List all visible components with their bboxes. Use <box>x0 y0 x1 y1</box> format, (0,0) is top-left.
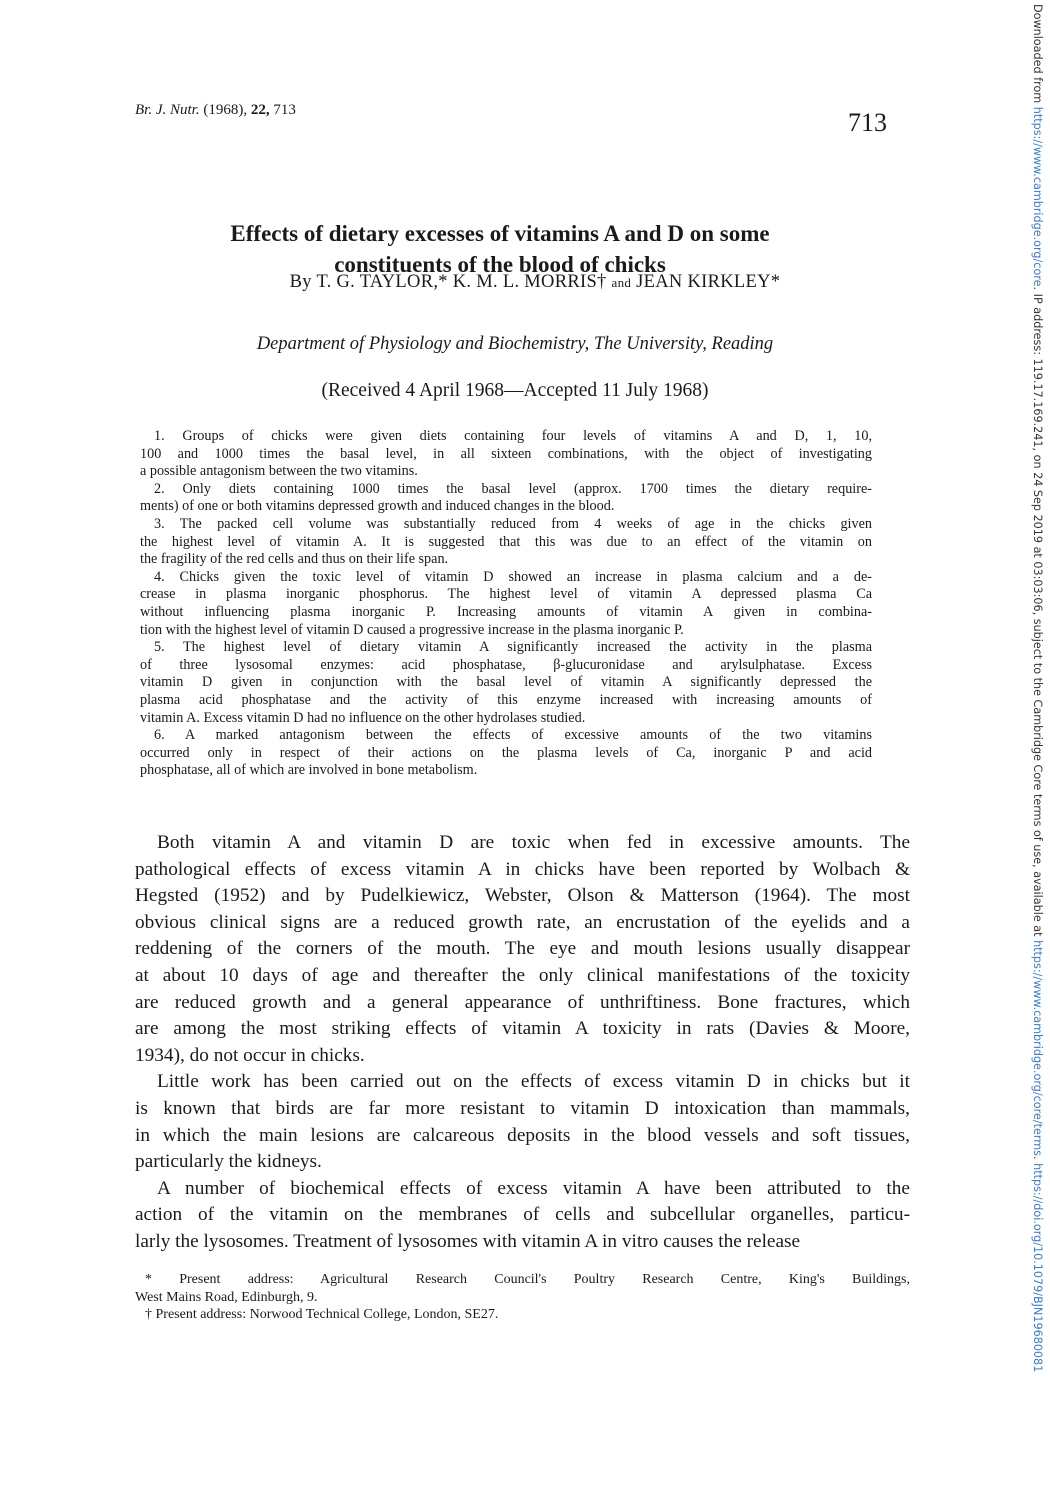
and-label: and <box>611 275 632 290</box>
text-line: occurred only in respect of their actions on the plasma levels of Ca, inorganic P and acid <box>140 744 872 761</box>
author: K. M. L. MORRIS† <box>452 272 607 292</box>
text-line: 3. The packed cell volume was substantially reduced from 4 weeks of age in the chicks given <box>154 515 872 532</box>
journal-year: (1968), <box>203 102 248 118</box>
notice-text: . <box>1031 1156 1044 1164</box>
text-line: tion with the highest level of vitamin D caused a progressive increase in the plasma inorganic P. <box>140 621 684 638</box>
footnote <box>135 1306 910 1324</box>
abstract-item <box>140 428 872 481</box>
text-line: are reduced growth and a general appearance of unthriftiness. Bone fractures, which <box>135 991 910 1013</box>
text-line: without influencing plasma inorganic P. Increasing amounts of vitamin A given in combina- <box>140 603 872 620</box>
doi-link[interactable]: https://doi.org/10.1079/BJN19680081 <box>1031 1163 1044 1373</box>
text-line: 2. Only diets containing 1000 times the basal level (approx. 1700 times the dietary require- <box>154 480 872 497</box>
text-line: 6. A marked antagonism between the effects of excessive amounts of the two vitamins <box>154 727 872 744</box>
abstract-item <box>140 727 872 780</box>
body-text <box>135 830 910 1256</box>
text-line: a possible antagonism between the two vitamins. <box>140 463 418 480</box>
text-line: * Present address: Agricultural Research Council's Poultry Research Centre, King's Buildings, <box>145 1272 910 1287</box>
page-number: 713 <box>848 108 887 137</box>
text-line: ments) of one or both vitamins depressed growth and induced changes in the blood. <box>140 498 615 515</box>
text-line: reddening of the corners of the mouth. The eye and mouth lesions usually disappear <box>135 938 910 960</box>
text-line: 1. Groups of chicks were given diets containing four levels of vitamins A and D, 1, 10, <box>154 428 872 444</box>
abstract-item <box>140 516 872 569</box>
title-line: constituents of the blood of chicks <box>334 252 666 277</box>
text-line: of three lysosomal enzymes: acid phosphatase, β-glucuronidase and arylsulphatase. Excess <box>140 656 872 673</box>
author: JEAN KIRKLEY* <box>636 272 781 292</box>
journal-volume: 22, <box>250 102 270 118</box>
by-label: By <box>289 272 312 292</box>
footnotes <box>135 1271 910 1324</box>
abstract-item <box>140 569 872 639</box>
journal-page: 713 <box>273 102 296 118</box>
text-line: 4. Chicks given the toxic level of vitamin D showed an increase in plasma calcium and a de- <box>154 568 872 585</box>
cambridge-core-link[interactable]: https://www.cambridge.org/core <box>1031 106 1044 287</box>
text-line: in which the main lesions are calcareous deposits in the blood vessels and soft tissues, <box>135 1124 910 1146</box>
paragraph <box>135 830 910 1069</box>
notice-text: . IP address: 119.17.169.241, on 24 Sep 2019 at 03:03:06, subject to the Cambridge Core terms of use, available at <box>1031 286 1044 941</box>
author: T. G. TAYLOR,* <box>316 272 448 292</box>
text-line: action of the vitamin on the membranes of cells and subcellular organelles, particu- <box>135 1204 910 1226</box>
text-line: A number of biochemical effects of excess vitamin A have been attributed to the <box>157 1177 910 1199</box>
text-line: the highest level of vitamin A. It is suggested that this was due to an effect of the vitamin on <box>140 533 872 550</box>
text-line: Both vitamin A and vitamin D are toxic when fed in excessive amounts. The <box>157 832 910 853</box>
title-line: Effects of dietary excesses of vitamins A and D on some <box>230 221 770 246</box>
terms-link[interactable]: https://www.cambridge.org/core/terms <box>1031 940 1044 1157</box>
text-line: crease in plasma inorganic phosphorus. The highest level of vitamin A depressed plasma Ca <box>140 586 872 603</box>
journal-name: Br. J. Nutr. <box>135 102 200 118</box>
journal-citation <box>135 102 296 119</box>
download-notice <box>1031 4 1044 1372</box>
text-line: vitamin D given in conjunction with the basal level of vitamin A significantly depressed the <box>140 674 872 691</box>
notice-text: Downloaded from <box>1031 4 1044 107</box>
text-line: West Mains Road, Edinburgh, 9. <box>135 1289 318 1305</box>
text-line: at about 10 days of age and thereafter the only clinical manifestations of the toxicity <box>135 964 910 986</box>
affiliation: Department of Physiology and Biochemistry, The University, Reading <box>256 334 774 354</box>
paragraph <box>135 1069 910 1175</box>
article-title <box>0 218 1000 280</box>
text-line: are among the most striking effects of vitamin A toxicity in rats (Davies & Moore, <box>135 1018 910 1040</box>
abstract <box>140 428 872 780</box>
abstract-item <box>140 639 872 727</box>
received-dates: (Received 4 April 1968—Accepted 11 July 1968) <box>321 380 709 401</box>
text-line: the fragility of the red cells and thus on their life span. <box>140 551 449 568</box>
text-line: vitamin A. Excess vitamin D had no influence on the other hydrolases studied. <box>140 709 586 726</box>
text-line: Little work has been carried out on the effects of excess vitamin D in chicks but it <box>157 1071 910 1093</box>
text-line: † Present address: Norwood Technical College, London, SE27. <box>145 1307 499 1322</box>
text-line: plasma acid phosphatase and the activity of this enzyme increased with increasing amounts of <box>140 691 872 708</box>
footnote <box>135 1271 910 1306</box>
abstract-item <box>140 481 872 516</box>
text-line: 100 and 1000 times the basal level, in all sixteen combinations, with the object of investigating <box>140 445 872 462</box>
authors <box>0 272 1050 293</box>
text-line: Hegsted (1952) and by Pudelkiewicz, Webster, Olson & Matterson (1964). The most <box>135 885 910 907</box>
paragraph <box>135 1176 910 1256</box>
text-line: 1934), do not occur in chicks. <box>135 1044 365 1066</box>
text-line: 5. The highest level of dietary vitamin A significantly increased the activity in the plasma <box>154 639 872 656</box>
text-line: larly the lysosomes. Treatment of lysosomes with vitamin A in vitro causes the release <box>135 1230 801 1252</box>
text-line: particularly the kidneys. <box>135 1151 322 1173</box>
text-line: pathological effects of excess vitamin A in chicks have been reported by Wolbach & <box>135 858 910 880</box>
text-line: obvious clinical signs are a reduced growth rate, an encrustation of the eyelids and a <box>135 911 910 933</box>
text-line: is known that birds are far more resistant to vitamin D intoxication than mammals, <box>135 1097 910 1119</box>
text-line: phosphatase, all of which are involved in bone metabolism. <box>140 762 478 779</box>
